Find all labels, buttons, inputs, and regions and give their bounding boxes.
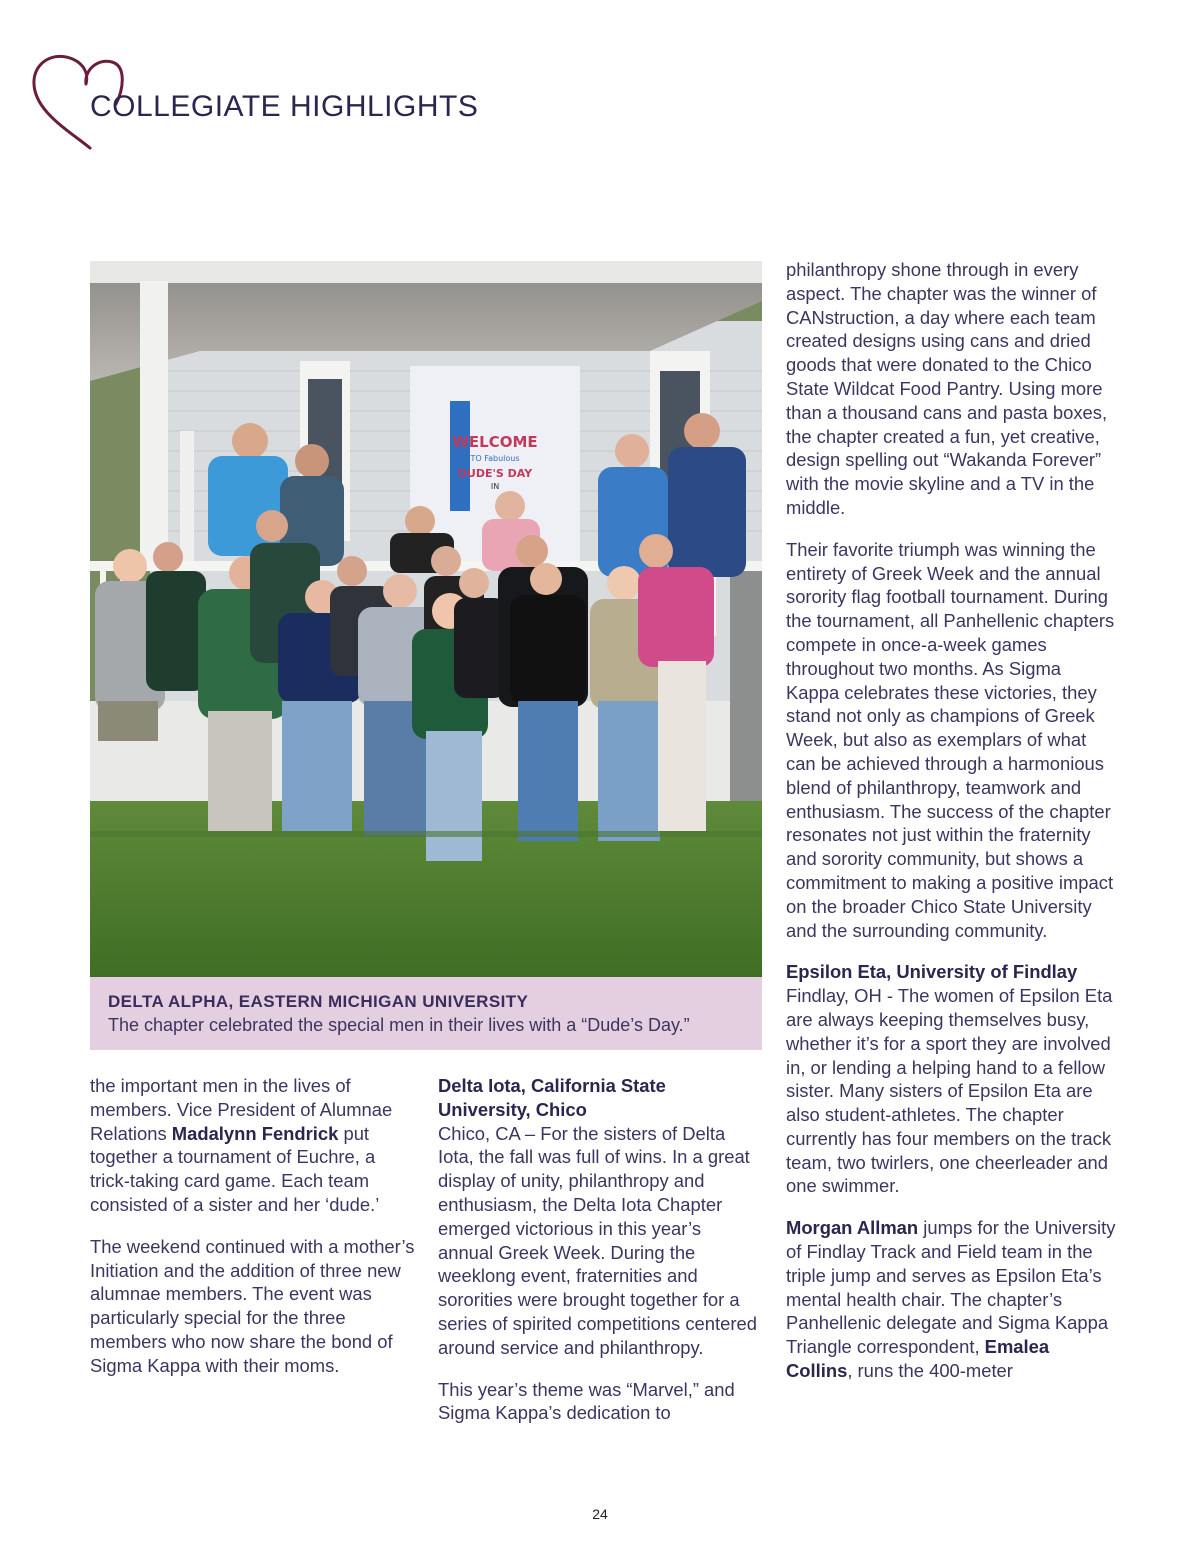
- member-name: Morgan Allman: [786, 1217, 919, 1239]
- chapter-heading: Epsilon Eta, University of Findlay: [786, 961, 1078, 983]
- page-header: [28, 48, 548, 158]
- section-title: COLLEGIATE HIGHLIGHTS: [90, 90, 479, 123]
- paragraph: Their favorite triumph was winning the entirety of Greek Week and the annual sorority flag football tournament. During the tournament, all Panhellenic chapters compete in once-a-week games throughout two months. As Sigma Kappa celebrates these victories, they stand not only as champions of Greek Week, but also as exemplars of what can be achieved through a harmonious blend of philanthropy, teamwork and enthusiasm. The success of the chapter resonates not just within the fraternity and sorority community, but shows a commitment to making a positive impact on the broader Chico State University and the surrounding community.: [786, 538, 1115, 941]
- svg-text:IN: IN: [490, 482, 500, 491]
- paragraph: Findlay, OH - The women of Epsilon Eta are always keeping themselves busy, whether it’s for a sport they are involved in, or lending a helping hand to a fellow sister. Many sisters of Epsilon Eta are also student-athletes. The chapter currently has four members on the track team, two twirlers, one cheerleader and one swimmer.: [786, 985, 1113, 1197]
- svg-text:WELCOME: WELCOME: [452, 433, 538, 451]
- paragraph: philanthropy shone through in every aspect. The chapter was the winner of CANstruction, a day where each team created designs using cans and dried goods that were donated to the Chico State Wildcat Food Pantry. Using more than a thousand cans and pasta boxes, the chapter created a fun, yet creative, design spelling out “Wakanda Forever” with the movie skyline and a TV in the middle.: [786, 259, 1108, 518]
- article-column-2: [438, 1074, 758, 1443]
- svg-text:DUDE'S DAY: DUDE'S DAY: [457, 467, 533, 480]
- paragraph: [786, 1216, 1116, 1383]
- paragraph: This year’s theme was “Marvel,” and Sigma Kappa’s dedication to: [438, 1378, 735, 1424]
- text-run: , runs the 400-meter: [847, 1360, 1013, 1382]
- member-name: Emalea Collins: [786, 1336, 1050, 1382]
- text-run: put together a tournament of Euchre, a trick-taking card game. Each team consisted of a sister and her ‘dude.’: [90, 1122, 380, 1215]
- text-run: the important men in the lives of members. Vice President of Alumnae Relations: [90, 1075, 393, 1144]
- group-photo: [90, 261, 762, 977]
- paragraph: [90, 1074, 420, 1217]
- text-run: jumps for the University of Findlay Track and Field team in the triple jump and serves as Epsilon Eta’s mental health chair. The chapter’s Panhellenic delegate and Sigma Kappa Triangle correspondent,: [786, 1217, 1116, 1358]
- caption-text: The chapter celebrated the special men in their lives with a “Dude’s Day.”: [108, 1015, 690, 1035]
- paragraph: The weekend continued with a mother’s Initiation and the addition of three new alumnae members. The event was particularly special for the three members who now share the bond of Sigma Kappa with their moms.: [90, 1235, 415, 1376]
- photo-caption: [90, 977, 762, 1050]
- caption-title: DELTA ALPHA, EASTERN MICHIGAN UNIVERSITY: [108, 992, 529, 1011]
- page-number: 24: [592, 1506, 608, 1522]
- article-column-3: [786, 258, 1116, 1401]
- svg-text:TO Fabulous: TO Fabulous: [470, 454, 520, 463]
- paragraph: Chico, CA – For the sisters of Delta Iota, the fall was full of wins. In a great display of unity, philanthropy and enthusiasm, the Delta Iota Chapter emerged victorious in this year’s annual Greek Week. During the weeklong event, fraternities and sororities were brought together for a series of spirited competitions centered around service and philanthropy.: [438, 1122, 757, 1358]
- chapter-heading: Delta Iota, California State University, Chico: [438, 1075, 666, 1120]
- article-column-1: [90, 1074, 420, 1396]
- member-name: Madalynn Fendrick: [171, 1122, 339, 1144]
